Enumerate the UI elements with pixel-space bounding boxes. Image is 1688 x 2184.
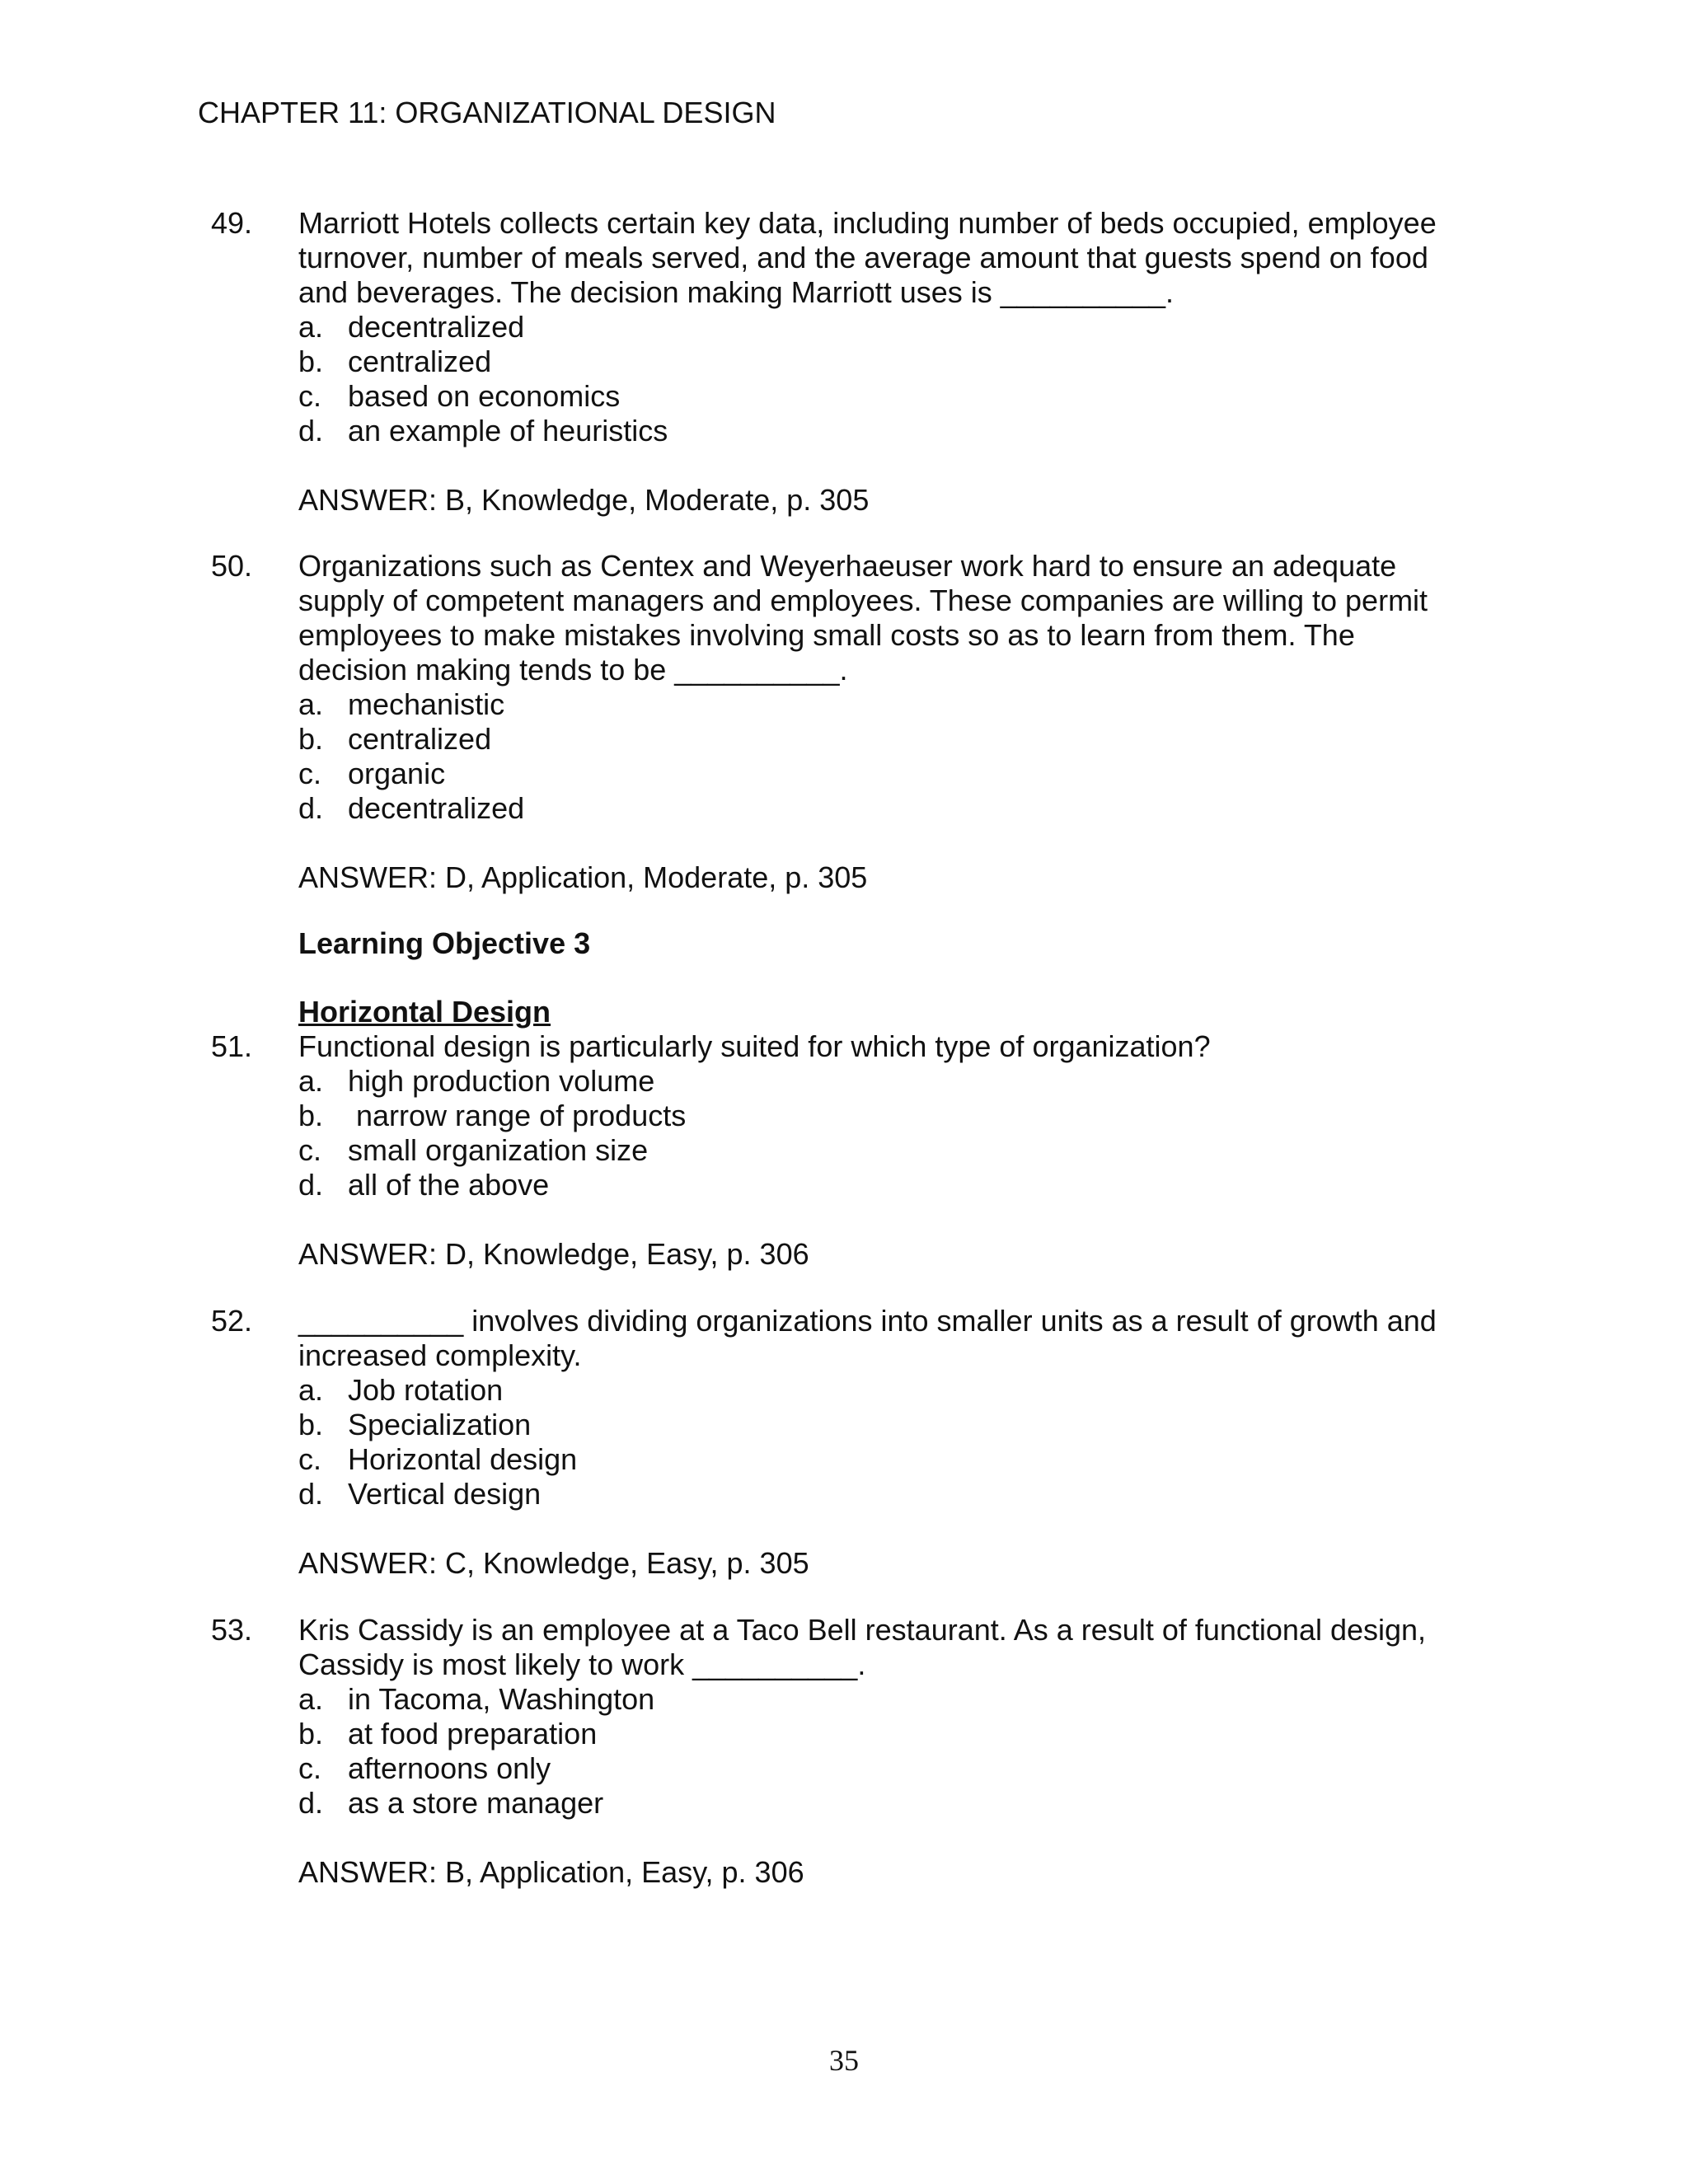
option-letter: b.: [298, 1099, 324, 1132]
option-text: decentralized: [348, 310, 525, 344]
question-text-line: supply of competent managers and employees. These companies are willing to permit: [298, 583, 1428, 617]
option-letter: c.: [298, 1442, 322, 1476]
answer-option: [298, 344, 1477, 379]
option-text: organic: [348, 757, 446, 790]
question-number: 49.: [211, 206, 253, 240]
answer-option: [298, 1168, 1477, 1202]
question-text-line: Kris Cassidy is an employee at a Taco Bell restaurant. As a result of functional design,: [298, 1613, 1427, 1647]
question-text-line: and beverages. The decision making Marriott uses is __________.: [298, 275, 1174, 309]
page-number: 35: [829, 2044, 859, 2077]
answer-key: ANSWER: B, Application, Easy, p. 306: [298, 1855, 804, 1889]
answer-option: [298, 1442, 1477, 1477]
option-letter: d.: [298, 1168, 324, 1202]
option-letter: a.: [298, 1373, 324, 1407]
answer-option: [298, 1717, 1477, 1751]
answer-option: [298, 722, 1477, 757]
question-number: 52.: [211, 1304, 253, 1338]
question-text-line: increased complexity.: [298, 1338, 582, 1372]
question-text-line: Organizations such as Centex and Weyerhaeuser work hard to ensure an adequate: [298, 549, 1397, 583]
option-text: high production volume: [348, 1064, 655, 1098]
option-letter: d.: [298, 414, 324, 448]
option-letter: a.: [298, 687, 324, 721]
option-text: an example of heuristics: [348, 414, 668, 448]
question-number: 51.: [211, 1029, 253, 1063]
learning-objective-heading: Learning Objective 3: [298, 926, 591, 960]
option-text: Vertical design: [348, 1477, 542, 1511]
answer-option: [298, 1133, 1477, 1168]
option-letter: d.: [298, 1477, 324, 1511]
question-body: [298, 549, 1477, 895]
answer-option: [298, 687, 1477, 722]
option-text: decentralized: [348, 791, 525, 825]
question-body: [298, 206, 1477, 518]
option-text: mechanistic: [348, 687, 505, 721]
option-text: Specialization: [348, 1408, 532, 1441]
question-body: [298, 1304, 1477, 1581]
answer-option: [298, 1408, 1477, 1442]
answer-option: [298, 379, 1477, 414]
answer-option: [298, 791, 1477, 826]
answer-option: [298, 1682, 1477, 1717]
question-text-line: Cassidy is most likely to work __________.: [298, 1647, 866, 1681]
answer-key: ANSWER: D, Application, Moderate, p. 305: [298, 860, 868, 894]
option-text: based on economics: [348, 379, 621, 413]
option-text: as a store manager: [348, 1786, 604, 1820]
option-letter: b.: [298, 722, 324, 756]
question-text-line: Marriott Hotels collects certain key data, including number of beds occupied, employee: [298, 206, 1437, 240]
question-number: 50.: [211, 549, 253, 583]
answer-option: [298, 757, 1477, 791]
option-text: in Tacoma, Washington: [348, 1682, 655, 1716]
section-heading: Horizontal Design: [298, 995, 551, 1029]
option-text: small organization size: [348, 1133, 649, 1167]
option-text: all of the above: [348, 1168, 550, 1202]
question-text-line: __________ involves dividing organizations into smaller units as a result of growth and: [298, 1304, 1437, 1338]
option-letter: b.: [298, 1717, 324, 1750]
option-text: Horizontal design: [348, 1442, 578, 1476]
option-text: narrow range of products: [348, 1099, 687, 1132]
option-text: centralized: [348, 722, 492, 756]
option-letter: a.: [298, 1682, 324, 1716]
question-text-line: employees to make mistakes involving small costs so as to learn from them. The: [298, 618, 1355, 652]
option-letter: d.: [298, 1786, 324, 1820]
answer-option: [298, 1099, 1477, 1133]
option-text: afternoons only: [348, 1751, 551, 1785]
option-letter: c.: [298, 379, 322, 413]
option-letter: a.: [298, 310, 324, 344]
answer-option: [298, 1477, 1477, 1511]
answer-option: [298, 1786, 1477, 1821]
option-letter: c.: [298, 1751, 322, 1785]
question-body: [298, 1613, 1477, 1890]
answer-option: [298, 414, 1477, 448]
option-letter: a.: [298, 1064, 324, 1098]
answer-option: [298, 1373, 1477, 1408]
answer-option: [298, 1751, 1477, 1786]
option-text: Job rotation: [348, 1373, 504, 1407]
chapter-header: CHAPTER 11: ORGANIZATIONAL DESIGN: [198, 96, 776, 129]
option-letter: d.: [298, 791, 324, 825]
question-text-line: decision making tends to be __________.: [298, 653, 848, 687]
question-text-line: Functional design is particularly suited for which type of organization?: [298, 1029, 1211, 1063]
option-letter: c.: [298, 757, 322, 790]
option-text: at food preparation: [348, 1717, 598, 1750]
question-body: [298, 1029, 1477, 1272]
question-text-line: turnover, number of meals served, and the average amount that guests spend on food: [298, 241, 1428, 274]
option-text: centralized: [348, 344, 492, 378]
answer-key: ANSWER: B, Knowledge, Moderate, p. 305: [298, 483, 870, 517]
option-letter: b.: [298, 1408, 324, 1441]
option-letter: c.: [298, 1133, 322, 1167]
option-letter: b.: [298, 344, 324, 378]
answer-key: ANSWER: D, Knowledge, Easy, p. 306: [298, 1237, 809, 1271]
answer-option: [298, 1064, 1477, 1099]
question-number: 53.: [211, 1613, 253, 1647]
answer-key: ANSWER: C, Knowledge, Easy, p. 305: [298, 1546, 809, 1580]
answer-option: [298, 310, 1477, 344]
